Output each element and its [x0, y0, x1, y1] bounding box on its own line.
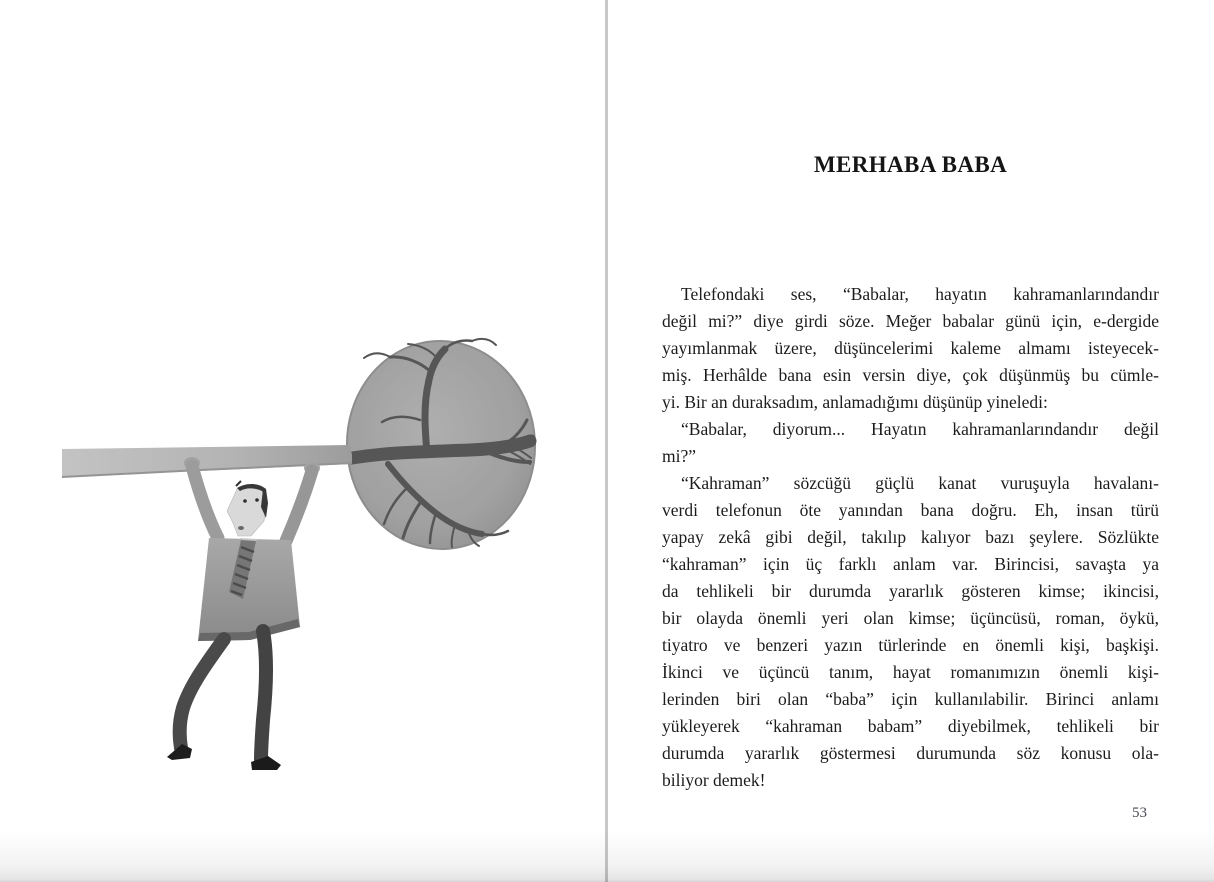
head [227, 481, 268, 536]
mouth [238, 526, 244, 530]
text-line: miş. Herhâlde bana esin versin diye, çok düşünmüş bu cümle- [662, 365, 1159, 385]
text-line: yapay zekâ gibi değil, takılıp kalıyor bazı şeylere. Sözlükte [662, 527, 1159, 547]
text-line: durumda yararlık göstermesi durumunda söz konusu ola- [662, 743, 1159, 763]
right-leg [261, 631, 266, 760]
left-arm [192, 466, 218, 538]
text-line: da tehlikeli bir durumda yararlık gösteren kimse; ikincisi, [662, 581, 1159, 601]
left-leg [180, 639, 224, 748]
text-line: değil mi?” diye girdi söze. Meğer babalar günü için, e-dergide [662, 311, 1159, 331]
text-line: “kahraman” için üç farklı anlam var. Birincisi, savaşta ya [662, 554, 1159, 574]
right-page [608, 0, 1214, 882]
text-line: tiyatro ve benzeri yazın türlerinde en önemli kişi, başkişi. [662, 635, 1159, 655]
text-line: lerinden biri olan “baba” için kullanılabilir. Birinci anlamı [662, 689, 1159, 709]
text-line: verdi telefonun öte yanından bana doğru. Eh, insan türü [662, 500, 1159, 520]
chapter-title: MERHABA BABA [813, 152, 1008, 177]
text-line: mi?” [662, 446, 697, 466]
text-line: İkinci ve üçüncü tanım, hayat romanımızın önemli kişi- [662, 662, 1159, 682]
text-line: biliyor demek! [662, 770, 766, 790]
body-text [662, 281, 1159, 794]
left-page [0, 0, 605, 882]
text-line: Telefondaki ses, “Babalar, hayatın kahramanlarındandır [681, 284, 1159, 304]
text-line: “Babalar, diyorum... Hayatın kahramanlarındandır değil [681, 419, 1159, 439]
text-line: yükleyerek “kahraman babam” diyebilmek, tehlikeli bir [662, 716, 1159, 736]
illustration-man-lifting-tree [0, 0, 605, 882]
man-figure [167, 457, 320, 770]
eye [243, 499, 247, 503]
text-line: “Kahraman” sözcüğü güçlü kanat vuruşuyla havalanı- [681, 473, 1159, 493]
eye [255, 498, 259, 502]
left-shoe [167, 744, 192, 760]
right-arm [286, 471, 312, 541]
text-line: bir olayda önemli yeri olan kimse; üçüncüsü, roman, öykü, [662, 608, 1159, 628]
tree-canopy [342, 336, 541, 554]
text-line: yayımlanmak üzere, düşüncelerimi kaleme almamı isteyecek- [662, 338, 1159, 358]
page-number: 53 [1132, 805, 1147, 821]
text-line: yi. Bir an duraksadım, anlamadığımı düşünüp yineledi: [662, 392, 1048, 412]
